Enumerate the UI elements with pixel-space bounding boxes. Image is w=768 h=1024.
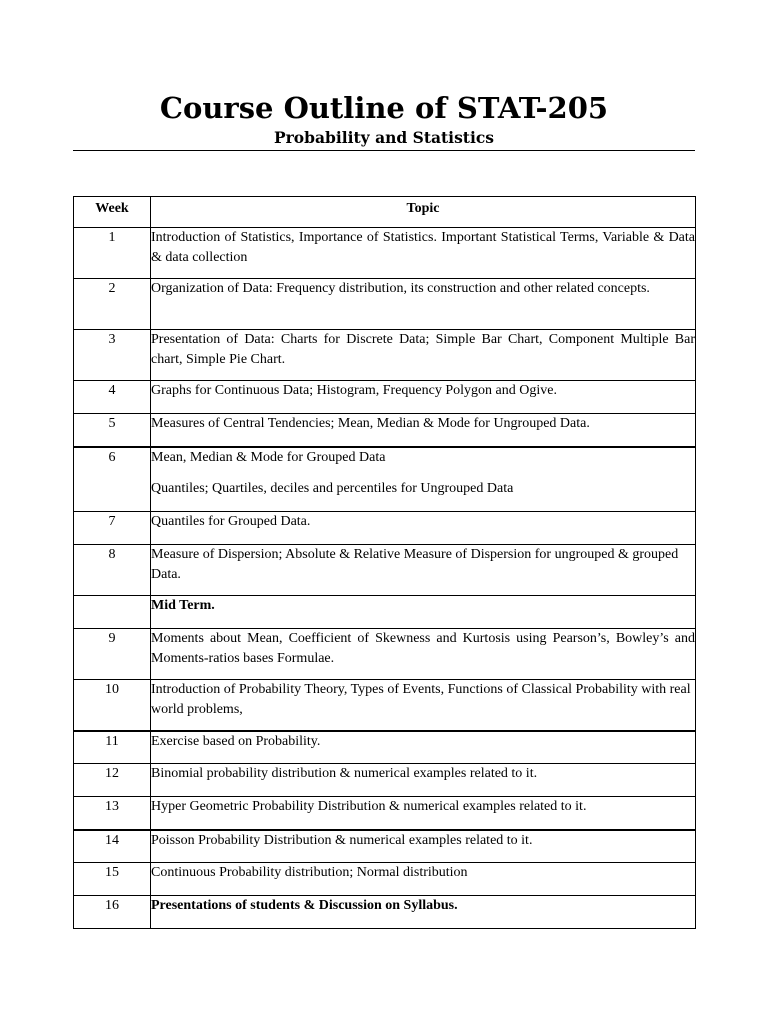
table-row [74, 596, 696, 629]
topic-text: Continuous Probability distribution; Normal distribution [151, 863, 696, 896]
table-row [74, 381, 696, 414]
table-row [74, 680, 696, 731]
topic-text: Introduction of Probability Theory, Types of Events, Functions of Classical Probability with real world problems, [151, 680, 696, 731]
week-number: 11 [74, 731, 151, 764]
table-row [74, 414, 696, 447]
topic-text: Poisson Probability Distribution & numerical examples related to it. [151, 830, 696, 863]
title-divider [73, 150, 695, 151]
week-number: 6 [74, 447, 151, 512]
week-number: 7 [74, 512, 151, 545]
week-number: 10 [74, 680, 151, 731]
table-row [74, 629, 696, 680]
table-row [74, 863, 696, 896]
topic-text: Presentations of students & Discussion on Syllabus. [151, 896, 696, 929]
week-column-header: Week [74, 197, 151, 228]
topic-text: Quantiles for Grouped Data. [151, 512, 696, 545]
topic-text: Binomial probability distribution & numerical examples related to it. [151, 764, 696, 797]
course-outline-table [73, 196, 696, 929]
topic-text: Measure of Dispersion; Absolute & Relative Measure of Dispersion for ungrouped & grouped Data. [151, 545, 696, 596]
table-row [74, 896, 696, 929]
week-number: 8 [74, 545, 151, 596]
table-row [74, 830, 696, 863]
week-number: 3 [74, 330, 151, 381]
topic-text: Presentation of Data: Charts for Discrete Data; Simple Bar Chart, Component Multiple Bar chart, Simple Pie Chart. [151, 330, 696, 381]
topic-text: Hyper Geometric Probability Distribution & numerical examples related to it. [151, 797, 696, 830]
week-number [74, 596, 151, 629]
topic-text: Organization of Data: Frequency distribution, its construction and other related concepts. [151, 279, 696, 330]
week-number: 16 [74, 896, 151, 929]
week-number: 15 [74, 863, 151, 896]
week-number: 1 [74, 228, 151, 279]
topic-text: Exercise based on Probability. [151, 731, 696, 764]
topic-text: Introduction of Statistics, Importance of Statistics. Important Statistical Terms, Variable & Data & data collection [151, 228, 696, 279]
table-row [74, 797, 696, 830]
document-subtitle: Probability and Statistics [273, 128, 495, 147]
week-number: 14 [74, 830, 151, 863]
week-number: 4 [74, 381, 151, 414]
week-number: 9 [74, 629, 151, 680]
table-row [74, 330, 696, 381]
week-number: 2 [74, 279, 151, 330]
topic-text: Graphs for Continuous Data; Histogram, Frequency Polygon and Ogive. [151, 381, 696, 414]
week-number: 5 [74, 414, 151, 447]
table-row [74, 731, 696, 764]
document-title: Course Outline of STAT-205 [159, 91, 609, 125]
topic-cell [151, 447, 696, 512]
table-row [74, 447, 696, 512]
table-row [74, 512, 696, 545]
topic-text: Moments about Mean, Coefficient of Skewness and Kurtosis using Pearson’s, Bowley’s and Moments-ratios bases Formulae. [151, 629, 696, 680]
table-header-row [74, 197, 696, 228]
table-row [74, 545, 696, 596]
topic-text: Mean, Median & Mode for Grouped Data [151, 449, 386, 465]
topic-column-header: Topic [151, 197, 696, 228]
table-row [74, 764, 696, 797]
table-row [74, 279, 696, 330]
topic-text-extra: Quantiles; Quartiles, deciles and percentiles for Ungrouped Data [151, 481, 514, 496]
table-row [74, 228, 696, 279]
week-number: 13 [74, 797, 151, 830]
topic-text: Measures of Central Tendencies; Mean, Median & Mode for Ungrouped Data. [151, 414, 696, 447]
mid-term-label: Mid Term. [151, 596, 696, 629]
week-number: 12 [74, 764, 151, 797]
